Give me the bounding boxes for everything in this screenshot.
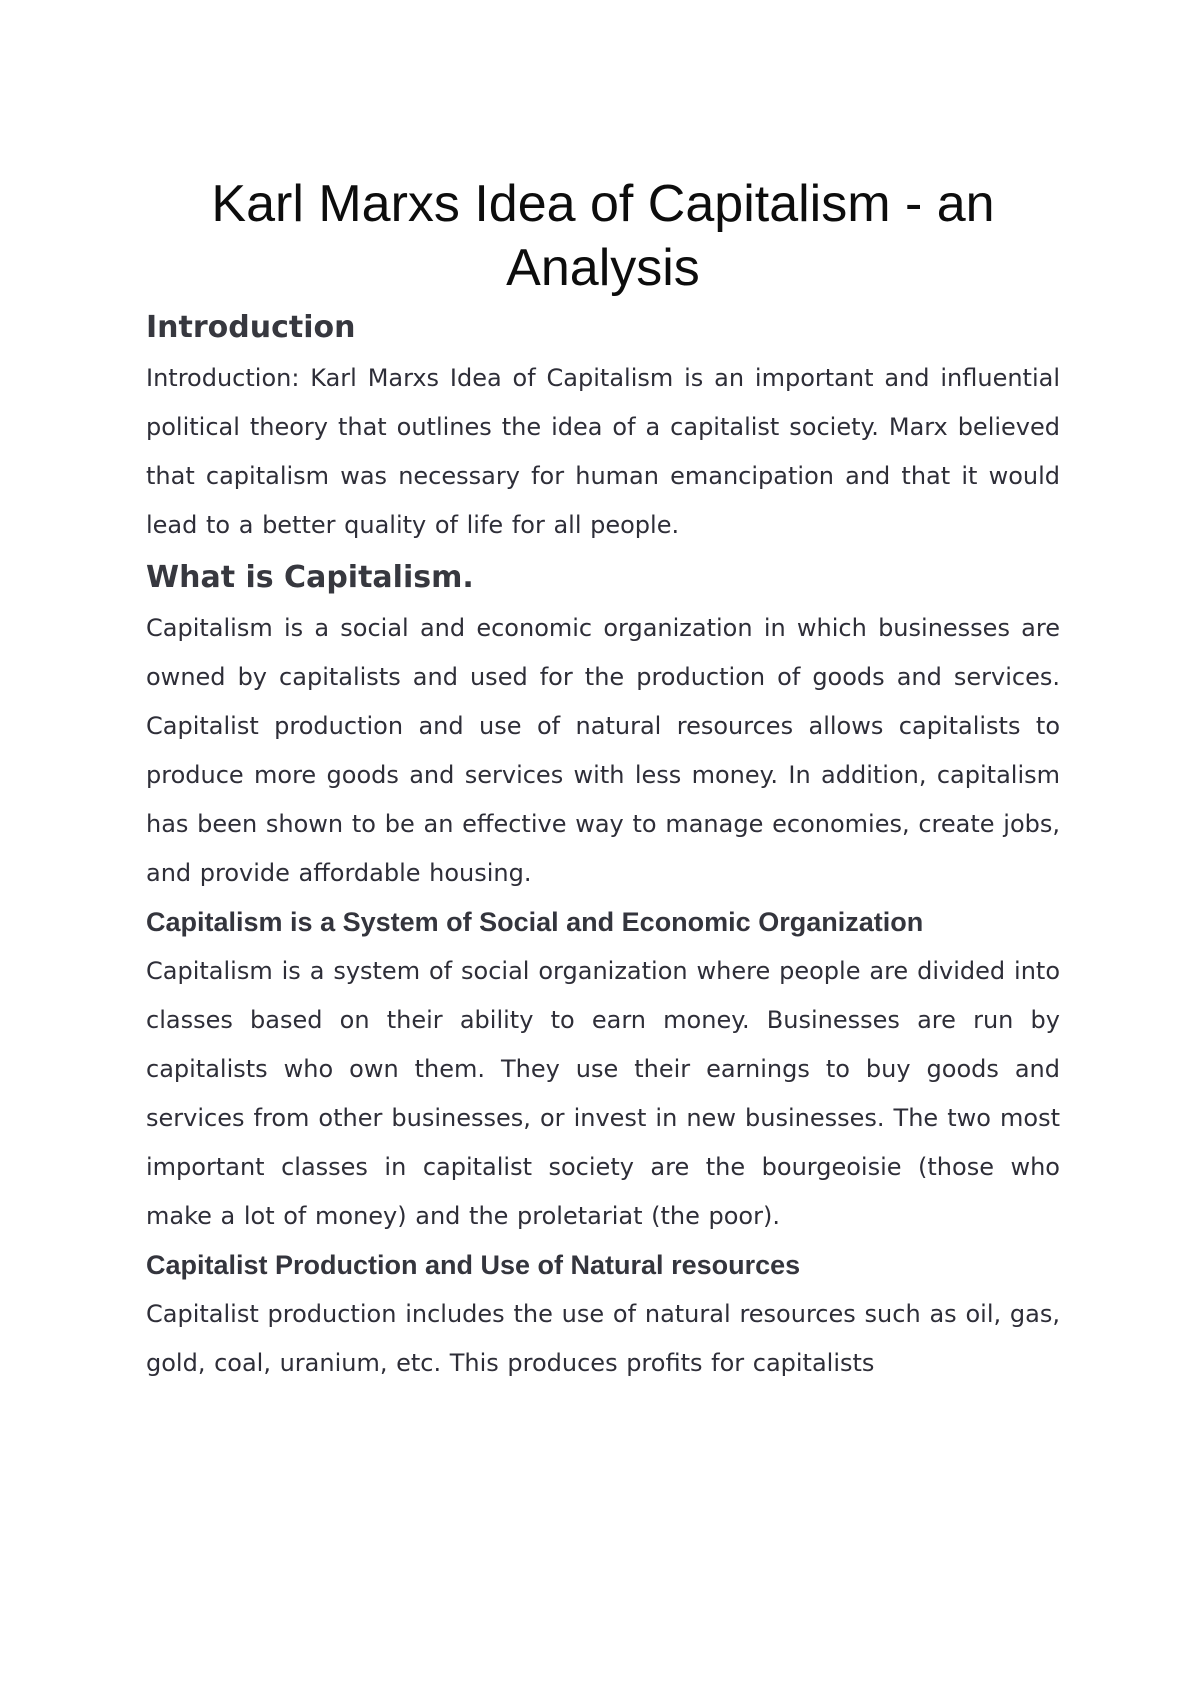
section-body-introduction: Introduction: Karl Marxs Idea of Capitalism is an important and influential political theory that outlines the idea of a capitalist society. Marx believed that capitalism was necessary for human emancipation and that it would lead to a better quality of life for all people. <box>146 364 1060 539</box>
section-body-what-is-capitalism: Capitalism is a social and economic organization in which businesses are owned by capitalists and used for the production of goods and services. Capitalist production and use of natural resources allows capitalists to produce more goods and services with less money. In addition, capitalism has been shown to be an effective way to manage economies, create jobs, and provide affordable housing. <box>146 614 1060 887</box>
document-title: Karl Marxs Idea of Capitalism - an Analysis <box>211 175 995 297</box>
section-body-system-of-organization: Capitalism is a system of social organization where people are divided into classes based on their ability to earn money. Businesses are run by capitalists who own them. They use their earnings to buy goods and services from other businesses, or invest in new businesses. The two most important classes in capitalist society are the bourgeoisie (those who make a lot of money) and the proletariat (the poor). <box>146 957 1060 1230</box>
section-heading-system-of-organization: Capitalism is a System of Social and Economic Organization <box>146 907 924 937</box>
section-heading-production-natural-resources: Capitalist Production and Use of Natural resources <box>146 1250 801 1280</box>
document-page <box>146 172 1060 1388</box>
section-heading-what-is-capitalism: What is Capitalism. <box>146 560 474 595</box>
section-body-production-natural-resources: Capitalist production includes the use of natural resources such as oil, gas, gold, coal, uranium, etc. This produces profits for capitalists <box>146 1300 1060 1377</box>
section-heading-introduction: Introduction <box>146 310 356 345</box>
